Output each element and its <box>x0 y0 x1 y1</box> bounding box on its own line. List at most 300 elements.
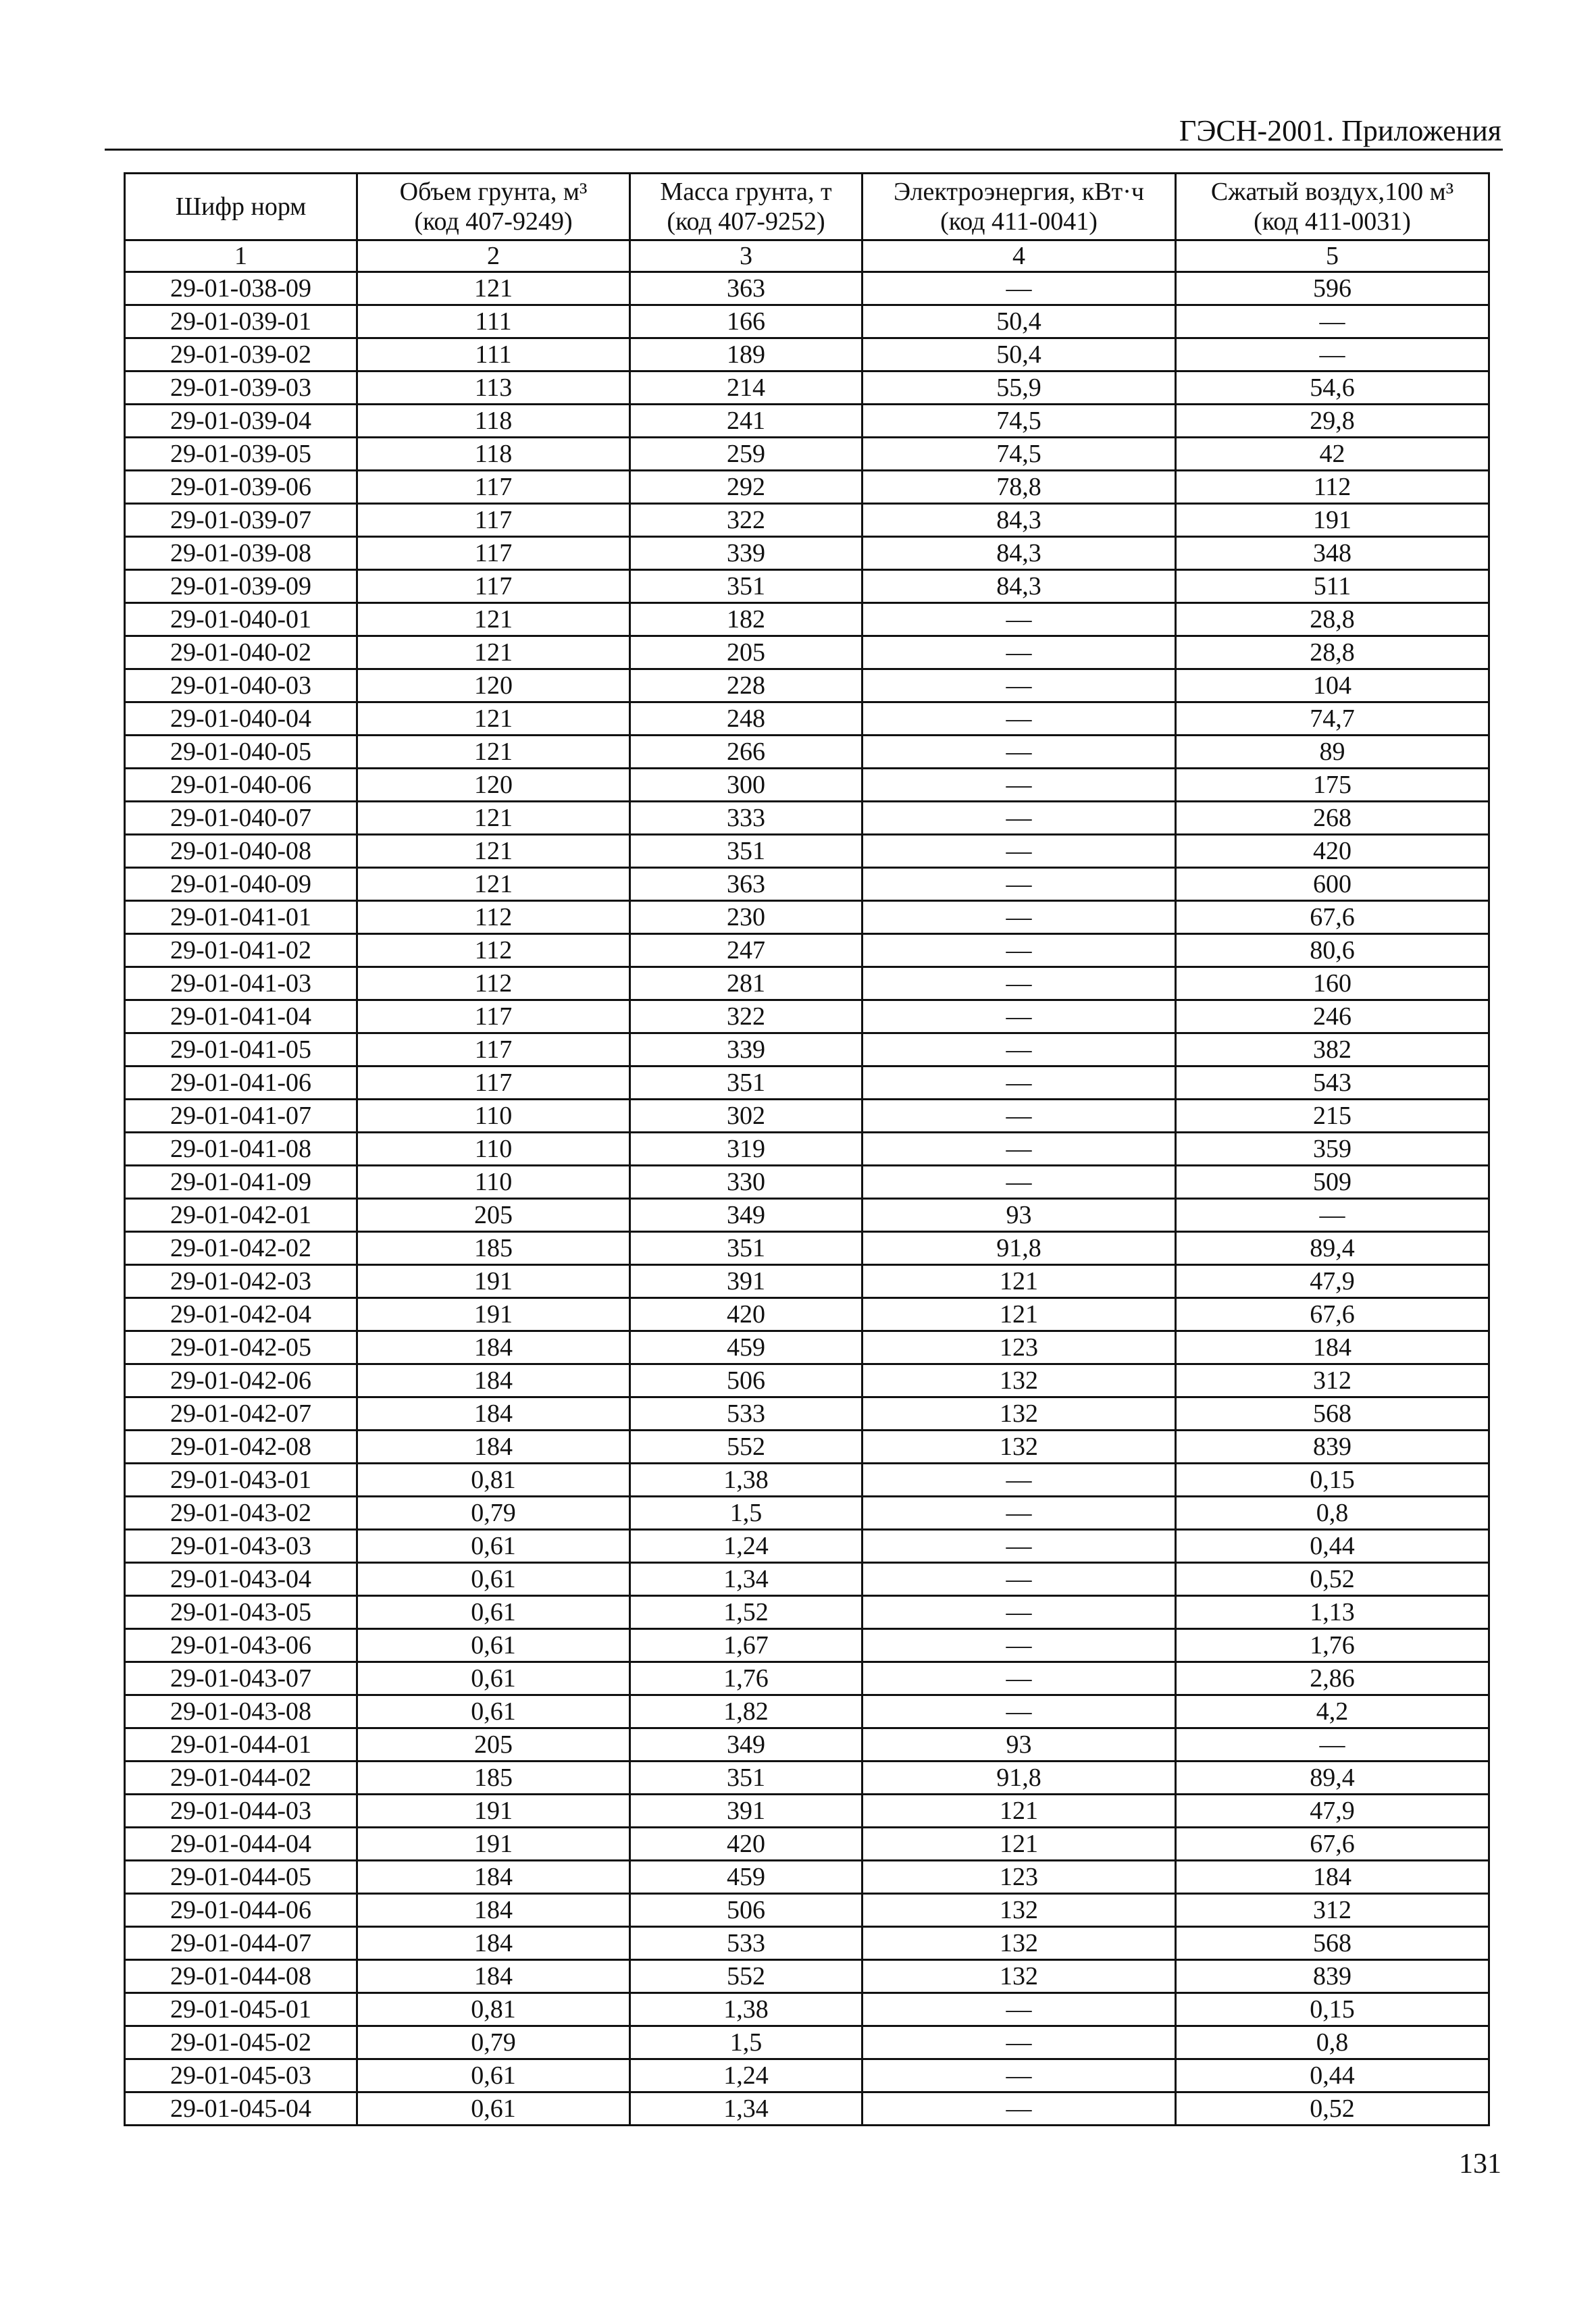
table-row <box>125 1629 1489 1662</box>
table-row <box>125 1033 1489 1066</box>
cell-compressed-air: 42 <box>1176 438 1489 471</box>
cell-soil-volume: 121 <box>357 272 630 305</box>
cell-soil-volume: 110 <box>357 1133 630 1166</box>
cell-compressed-air: 89 <box>1176 736 1489 769</box>
cell-code: 29-01-039-09 <box>125 570 357 603</box>
cell-soil-mass: 339 <box>630 537 863 570</box>
cell-code: 29-01-039-07 <box>125 504 357 537</box>
cell-electricity: 121 <box>863 1828 1176 1861</box>
cell-code: 29-01-040-02 <box>125 636 357 669</box>
table-row <box>125 736 1489 769</box>
cell-electricity: — <box>863 736 1176 769</box>
column-number: 3 <box>630 240 863 272</box>
cell-code: 29-01-040-01 <box>125 603 357 636</box>
table-row <box>125 603 1489 636</box>
cell-soil-mass: 1,52 <box>630 1596 863 1629</box>
cell-soil-mass: 230 <box>630 901 863 934</box>
table-row <box>125 272 1489 305</box>
cell-compressed-air: — <box>1176 338 1489 371</box>
cell-electricity: — <box>863 636 1176 669</box>
cell-soil-mass: 391 <box>630 1265 863 1298</box>
cell-code: 29-01-044-06 <box>125 1894 357 1927</box>
cell-electricity: — <box>863 1993 1176 2026</box>
cell-electricity: 84,3 <box>863 570 1176 603</box>
cell-compressed-air: 1,13 <box>1176 1596 1489 1629</box>
cell-soil-mass: 205 <box>630 636 863 669</box>
cell-compressed-air: 160 <box>1176 967 1489 1000</box>
table-row <box>125 769 1489 802</box>
cell-electricity: — <box>863 1530 1176 1563</box>
table-row <box>125 835 1489 868</box>
cell-electricity: — <box>863 1166 1176 1199</box>
column-header-code: Шифр норм <box>125 174 357 240</box>
table-row <box>125 1695 1489 1728</box>
cell-soil-volume: 0,61 <box>357 1530 630 1563</box>
cell-code: 29-01-039-01 <box>125 305 357 338</box>
cell-electricity: — <box>863 1563 1176 1596</box>
cell-soil-mass: 1,67 <box>630 1629 863 1662</box>
cell-code: 29-01-044-05 <box>125 1861 357 1894</box>
cell-soil-mass: 241 <box>630 405 863 438</box>
cell-compressed-air: 0,15 <box>1176 1464 1489 1497</box>
table-row <box>125 1828 1489 1861</box>
cell-soil-volume: 191 <box>357 1828 630 1861</box>
cell-code: 29-01-041-03 <box>125 967 357 1000</box>
table-row <box>125 1133 1489 1166</box>
cell-electricity: — <box>863 669 1176 702</box>
cell-soil-mass: 214 <box>630 371 863 405</box>
cell-compressed-air: 568 <box>1176 1927 1489 1960</box>
table-row <box>125 371 1489 405</box>
cell-soil-mass: 552 <box>630 1431 863 1464</box>
cell-compressed-air: 175 <box>1176 769 1489 802</box>
column-header-soil-volume: Объем грунта, м³ (код 407-9249) <box>357 174 630 240</box>
table-row <box>125 934 1489 967</box>
norms-table <box>124 172 1490 2126</box>
cell-soil-volume: 191 <box>357 1265 630 1298</box>
table-row <box>125 802 1489 835</box>
cell-electricity: 84,3 <box>863 537 1176 570</box>
cell-compressed-air: — <box>1176 1199 1489 1232</box>
table-row <box>125 1662 1489 1695</box>
cell-electricity: — <box>863 2059 1176 2092</box>
cell-compressed-air: 80,6 <box>1176 934 1489 967</box>
cell-soil-mass: 533 <box>630 1927 863 1960</box>
cell-code: 29-01-041-04 <box>125 1000 357 1033</box>
cell-compressed-air: 28,8 <box>1176 603 1489 636</box>
cell-electricity: — <box>863 835 1176 868</box>
cell-soil-volume: 0,79 <box>357 2026 630 2059</box>
cell-compressed-air: 54,6 <box>1176 371 1489 405</box>
cell-soil-volume: 184 <box>357 1927 630 1960</box>
cell-soil-volume: 205 <box>357 1728 630 1762</box>
cell-soil-mass: 351 <box>630 570 863 603</box>
cell-soil-mass: 391 <box>630 1795 863 1828</box>
cell-code: 29-01-043-05 <box>125 1596 357 1629</box>
cell-compressed-air: 29,8 <box>1176 405 1489 438</box>
cell-compressed-air: 0,44 <box>1176 1530 1489 1563</box>
cell-electricity: 132 <box>863 1894 1176 1927</box>
cell-code: 29-01-043-02 <box>125 1497 357 1530</box>
cell-code: 29-01-040-08 <box>125 835 357 868</box>
cell-soil-volume: 121 <box>357 636 630 669</box>
cell-soil-volume: 184 <box>357 1397 630 1431</box>
column-number: 1 <box>125 240 357 272</box>
cell-compressed-air: 420 <box>1176 835 1489 868</box>
table-row <box>125 1993 1489 2026</box>
cell-compressed-air: 509 <box>1176 1166 1489 1199</box>
table-row <box>125 1927 1489 1960</box>
cell-soil-volume: 117 <box>357 1000 630 1033</box>
cell-soil-volume: 112 <box>357 934 630 967</box>
cell-soil-mass: 349 <box>630 1199 863 1232</box>
cell-compressed-air: 89,4 <box>1176 1762 1489 1795</box>
cell-compressed-air: 268 <box>1176 802 1489 835</box>
column-number: 4 <box>863 240 1176 272</box>
cell-code: 29-01-042-02 <box>125 1232 357 1265</box>
cell-soil-mass: 266 <box>630 736 863 769</box>
cell-soil-volume: 111 <box>357 338 630 371</box>
cell-code: 29-01-039-03 <box>125 371 357 405</box>
cell-electricity: 50,4 <box>863 338 1176 371</box>
cell-code: 29-01-044-07 <box>125 1927 357 1960</box>
cell-electricity: 84,3 <box>863 504 1176 537</box>
cell-soil-volume: 0,61 <box>357 1695 630 1728</box>
cell-electricity: — <box>863 1497 1176 1530</box>
cell-compressed-air: 67,6 <box>1176 1828 1489 1861</box>
cell-soil-mass: 322 <box>630 504 863 537</box>
cell-code: 29-01-043-07 <box>125 1662 357 1695</box>
table-row <box>125 438 1489 471</box>
cell-soil-mass: 363 <box>630 272 863 305</box>
cell-electricity: 91,8 <box>863 1762 1176 1795</box>
table-row <box>125 636 1489 669</box>
cell-soil-volume: 117 <box>357 537 630 570</box>
cell-soil-volume: 117 <box>357 1066 630 1100</box>
table-row <box>125 1397 1489 1431</box>
cell-soil-volume: 110 <box>357 1166 630 1199</box>
cell-electricity: — <box>863 1066 1176 1100</box>
cell-compressed-air: 0,44 <box>1176 2059 1489 2092</box>
cell-soil-mass: 330 <box>630 1166 863 1199</box>
cell-soil-mass: 1,5 <box>630 1497 863 1530</box>
cell-compressed-air: 543 <box>1176 1066 1489 1100</box>
table-row <box>125 1232 1489 1265</box>
cell-code: 29-01-041-09 <box>125 1166 357 1199</box>
header-divider <box>105 149 1503 151</box>
cell-soil-volume: 113 <box>357 371 630 405</box>
table-row <box>125 702 1489 736</box>
cell-soil-volume: 117 <box>357 504 630 537</box>
cell-soil-volume: 120 <box>357 769 630 802</box>
cell-electricity: — <box>863 702 1176 736</box>
cell-electricity: 74,5 <box>863 438 1176 471</box>
cell-compressed-air: 1,76 <box>1176 1629 1489 1662</box>
cell-soil-volume: 0,79 <box>357 1497 630 1530</box>
table-row <box>125 1265 1489 1298</box>
page-number: 131 <box>1459 2149 1501 2180</box>
cell-electricity: — <box>863 272 1176 305</box>
table-row <box>125 1563 1489 1596</box>
cell-soil-volume: 110 <box>357 1100 630 1133</box>
cell-code: 29-01-042-01 <box>125 1199 357 1232</box>
table-row <box>125 2092 1489 2126</box>
cell-code: 29-01-044-04 <box>125 1828 357 1861</box>
cell-compressed-air: 839 <box>1176 1431 1489 1464</box>
cell-code: 29-01-044-08 <box>125 1960 357 1993</box>
table-row <box>125 1331 1489 1364</box>
cell-compressed-air: 4,2 <box>1176 1695 1489 1728</box>
cell-soil-mass: 506 <box>630 1364 863 1397</box>
cell-code: 29-01-045-03 <box>125 2059 357 2092</box>
cell-soil-mass: 420 <box>630 1828 863 1861</box>
cell-code: 29-01-045-01 <box>125 1993 357 2026</box>
cell-code: 29-01-045-04 <box>125 2092 357 2126</box>
table-row <box>125 305 1489 338</box>
cell-soil-mass: 351 <box>630 1762 863 1795</box>
table-row <box>125 1530 1489 1563</box>
column-number-row <box>125 240 1489 272</box>
cell-code: 29-01-041-05 <box>125 1033 357 1066</box>
cell-soil-volume: 120 <box>357 669 630 702</box>
cell-soil-mass: 420 <box>630 1298 863 1331</box>
cell-compressed-air: 215 <box>1176 1100 1489 1133</box>
cell-electricity: — <box>863 1033 1176 1066</box>
cell-soil-mass: 552 <box>630 1960 863 1993</box>
cell-electricity: — <box>863 1100 1176 1133</box>
cell-compressed-air: 67,6 <box>1176 901 1489 934</box>
table-header-row <box>125 174 1489 240</box>
cell-soil-mass: 302 <box>630 1100 863 1133</box>
cell-soil-mass: 351 <box>630 1066 863 1100</box>
cell-soil-volume: 185 <box>357 1762 630 1795</box>
cell-soil-mass: 292 <box>630 471 863 504</box>
cell-soil-mass: 228 <box>630 669 863 702</box>
cell-soil-mass: 322 <box>630 1000 863 1033</box>
cell-soil-volume: 121 <box>357 603 630 636</box>
table-row <box>125 1066 1489 1100</box>
cell-compressed-air: — <box>1176 1728 1489 1762</box>
cell-compressed-air: 312 <box>1176 1894 1489 1927</box>
cell-electricity: — <box>863 2026 1176 2059</box>
cell-soil-volume: 184 <box>357 1894 630 1927</box>
cell-soil-mass: 1,5 <box>630 2026 863 2059</box>
cell-soil-mass: 333 <box>630 802 863 835</box>
cell-compressed-air: 568 <box>1176 1397 1489 1431</box>
cell-compressed-air: 0,52 <box>1176 1563 1489 1596</box>
cell-soil-mass: 459 <box>630 1861 863 1894</box>
cell-soil-mass: 182 <box>630 603 863 636</box>
table-row <box>125 901 1489 934</box>
cell-soil-mass: 300 <box>630 769 863 802</box>
cell-electricity: 78,8 <box>863 471 1176 504</box>
cell-compressed-air: 511 <box>1176 570 1489 603</box>
cell-soil-volume: 191 <box>357 1298 630 1331</box>
cell-compressed-air: 47,9 <box>1176 1265 1489 1298</box>
cell-soil-volume: 184 <box>357 1431 630 1464</box>
cell-soil-mass: 1,34 <box>630 2092 863 2126</box>
cell-code: 29-01-042-06 <box>125 1364 357 1397</box>
cell-compressed-air: 0,8 <box>1176 1497 1489 1530</box>
cell-electricity: 121 <box>863 1795 1176 1828</box>
table-row <box>125 2059 1489 2092</box>
table-body <box>125 272 1489 2126</box>
cell-code: 29-01-040-06 <box>125 769 357 802</box>
cell-soil-mass: 247 <box>630 934 863 967</box>
cell-compressed-air: 112 <box>1176 471 1489 504</box>
cell-electricity: — <box>863 934 1176 967</box>
cell-soil-mass: 349 <box>630 1728 863 1762</box>
column-header-soil-mass: Масса грунта, т (код 407-9252) <box>630 174 863 240</box>
cell-code: 29-01-043-04 <box>125 1563 357 1596</box>
cell-code: 29-01-039-05 <box>125 438 357 471</box>
table-row <box>125 1166 1489 1199</box>
cell-soil-volume: 0,61 <box>357 1563 630 1596</box>
cell-soil-volume: 0,61 <box>357 2092 630 2126</box>
cell-soil-mass: 281 <box>630 967 863 1000</box>
cell-code: 29-01-043-06 <box>125 1629 357 1662</box>
table-row <box>125 1199 1489 1232</box>
cell-soil-volume: 205 <box>357 1199 630 1232</box>
table-row <box>125 405 1489 438</box>
cell-electricity: 132 <box>863 1927 1176 1960</box>
cell-soil-mass: 1,24 <box>630 1530 863 1563</box>
table-row <box>125 1497 1489 1530</box>
cell-soil-mass: 339 <box>630 1033 863 1066</box>
table-row <box>125 504 1489 537</box>
cell-soil-mass: 248 <box>630 702 863 736</box>
cell-soil-volume: 118 <box>357 438 630 471</box>
cell-soil-volume: 0,61 <box>357 1596 630 1629</box>
cell-soil-mass: 1,34 <box>630 1563 863 1596</box>
cell-soil-volume: 121 <box>357 802 630 835</box>
cell-soil-volume: 121 <box>357 868 630 901</box>
cell-electricity: 132 <box>863 1364 1176 1397</box>
cell-compressed-air: 359 <box>1176 1133 1489 1166</box>
running-header: ГЭСН-2001. Приложения <box>1179 114 1501 147</box>
cell-compressed-air: 47,9 <box>1176 1795 1489 1828</box>
cell-electricity: 132 <box>863 1431 1176 1464</box>
table-row <box>125 570 1489 603</box>
cell-soil-volume: 184 <box>357 1861 630 1894</box>
table-row <box>125 669 1489 702</box>
cell-soil-volume: 0,61 <box>357 1629 630 1662</box>
cell-compressed-air: 184 <box>1176 1861 1489 1894</box>
cell-code: 29-01-042-04 <box>125 1298 357 1331</box>
cell-soil-volume: 0,81 <box>357 1993 630 2026</box>
cell-soil-mass: 351 <box>630 835 863 868</box>
table-row <box>125 471 1489 504</box>
cell-electricity: — <box>863 868 1176 901</box>
cell-compressed-air: 74,7 <box>1176 702 1489 736</box>
cell-soil-volume: 184 <box>357 1331 630 1364</box>
cell-electricity: 91,8 <box>863 1232 1176 1265</box>
cell-compressed-air: 839 <box>1176 1960 1489 1993</box>
cell-code: 29-01-039-08 <box>125 537 357 570</box>
cell-code: 29-01-041-02 <box>125 934 357 967</box>
cell-soil-mass: 1,24 <box>630 2059 863 2092</box>
cell-code: 29-01-043-08 <box>125 1695 357 1728</box>
cell-electricity: 121 <box>863 1298 1176 1331</box>
cell-electricity: — <box>863 1662 1176 1695</box>
cell-soil-mass: 189 <box>630 338 863 371</box>
cell-electricity: 123 <box>863 1861 1176 1894</box>
cell-compressed-air: — <box>1176 305 1489 338</box>
cell-compressed-air: 0,8 <box>1176 2026 1489 2059</box>
cell-code: 29-01-040-07 <box>125 802 357 835</box>
table-row <box>125 1894 1489 1927</box>
cell-electricity: 55,9 <box>863 371 1176 405</box>
cell-soil-volume: 117 <box>357 471 630 504</box>
cell-soil-mass: 363 <box>630 868 863 901</box>
table-row <box>125 1795 1489 1828</box>
cell-soil-mass: 1,38 <box>630 1464 863 1497</box>
table-row <box>125 1298 1489 1331</box>
cell-compressed-air: 0,52 <box>1176 2092 1489 2126</box>
table-row <box>125 1100 1489 1133</box>
cell-soil-volume: 111 <box>357 305 630 338</box>
cell-soil-volume: 121 <box>357 702 630 736</box>
cell-electricity: — <box>863 901 1176 934</box>
cell-electricity: — <box>863 2092 1176 2126</box>
cell-code: 29-01-043-03 <box>125 1530 357 1563</box>
cell-code: 29-01-040-09 <box>125 868 357 901</box>
cell-electricity: — <box>863 1133 1176 1166</box>
cell-soil-volume: 0,81 <box>357 1464 630 1497</box>
cell-code: 29-01-044-03 <box>125 1795 357 1828</box>
table-row <box>125 1464 1489 1497</box>
cell-soil-volume: 117 <box>357 1033 630 1066</box>
cell-soil-volume: 0,61 <box>357 1662 630 1695</box>
cell-electricity: 93 <box>863 1199 1176 1232</box>
cell-electricity: — <box>863 1695 1176 1728</box>
table-row <box>125 1861 1489 1894</box>
table-row <box>125 1596 1489 1629</box>
cell-soil-volume: 112 <box>357 967 630 1000</box>
table-row <box>125 967 1489 1000</box>
cell-code: 29-01-043-01 <box>125 1464 357 1497</box>
cell-code: 29-01-040-05 <box>125 736 357 769</box>
table-row <box>125 537 1489 570</box>
cell-electricity: — <box>863 603 1176 636</box>
cell-electricity: — <box>863 967 1176 1000</box>
cell-code: 29-01-039-06 <box>125 471 357 504</box>
cell-compressed-air: 89,4 <box>1176 1232 1489 1265</box>
cell-electricity: — <box>863 1596 1176 1629</box>
column-header-compressed-air: Сжатый воздух,100 м³ (код 411-0031) <box>1176 174 1489 240</box>
cell-soil-mass: 319 <box>630 1133 863 1166</box>
table-row <box>125 1000 1489 1033</box>
cell-electricity: — <box>863 1000 1176 1033</box>
cell-electricity: 74,5 <box>863 405 1176 438</box>
cell-soil-volume: 112 <box>357 901 630 934</box>
table-row <box>125 868 1489 901</box>
cell-compressed-air: 104 <box>1176 669 1489 702</box>
cell-soil-mass: 459 <box>630 1331 863 1364</box>
table-row <box>125 1364 1489 1397</box>
cell-code: 29-01-041-07 <box>125 1100 357 1133</box>
column-number: 2 <box>357 240 630 272</box>
cell-electricity: 121 <box>863 1265 1176 1298</box>
cell-soil-mass: 1,38 <box>630 1993 863 2026</box>
cell-compressed-air: 382 <box>1176 1033 1489 1066</box>
cell-code: 29-01-039-04 <box>125 405 357 438</box>
cell-compressed-air: 246 <box>1176 1000 1489 1033</box>
cell-compressed-air: 2,86 <box>1176 1662 1489 1695</box>
cell-code: 29-01-039-02 <box>125 338 357 371</box>
cell-soil-volume: 184 <box>357 1364 630 1397</box>
cell-soil-volume: 0,61 <box>357 2059 630 2092</box>
